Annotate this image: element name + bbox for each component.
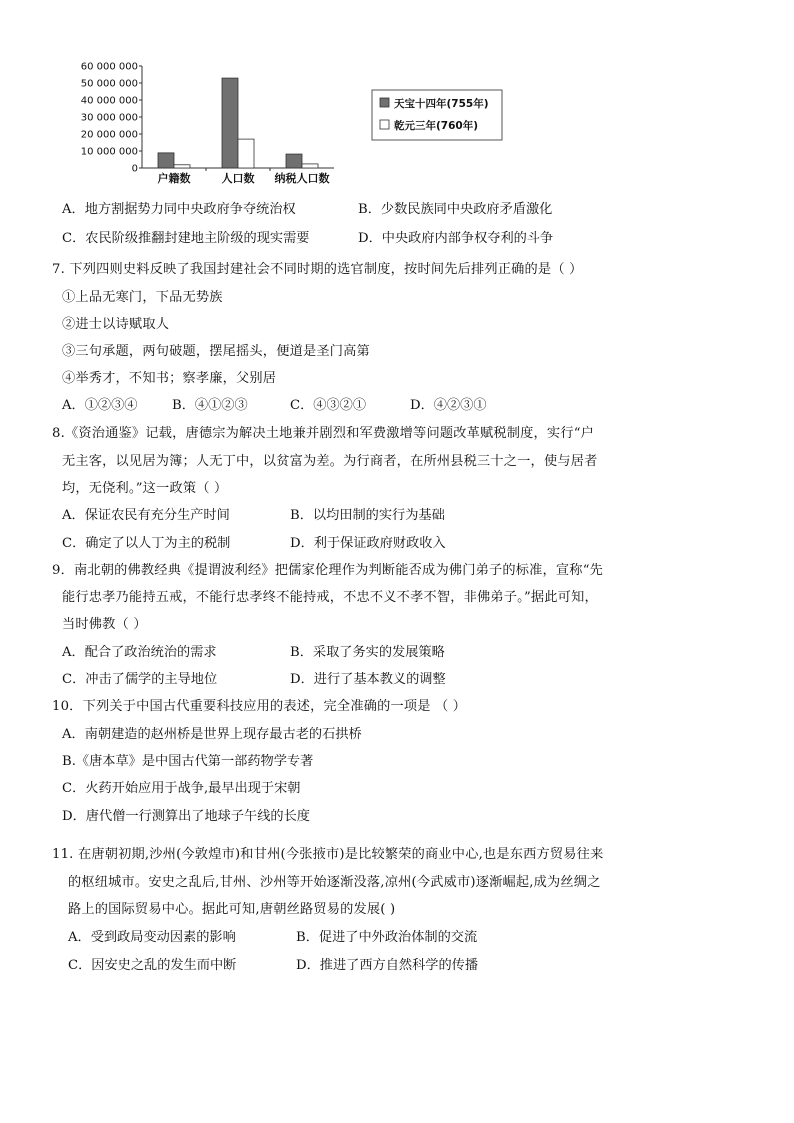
- q9-stem-line-2: 能行忠孝乃能持五戒，不能行忠孝终不能持戒，不忠不义不孝不智，非佛弟子。”据此可知，: [62, 590, 598, 605]
- q11-option-d[interactable]: D．推进了西方自然科学的传播: [296, 958, 479, 973]
- q10-option-d[interactable]: D．唐代僧一行测算出了地球子午线的长度: [62, 809, 310, 824]
- q6-option-b[interactable]: B．少数民族同中央政府矛盾激化: [358, 202, 553, 217]
- q10-stem: 10．下列关于中国古代重要科技应用的表述，完全准确的一项是 （ ）: [52, 699, 467, 714]
- q9-stem-line-1: 9．南北朝的佛教经典《提谓波利经》把儒家伦理作为判断能否成为佛门弟子的标准，宣称“先: [52, 563, 604, 578]
- bar: [158, 153, 174, 168]
- y-tick-label: 30 000 000: [80, 112, 138, 124]
- q9-stem-line-3: 当时佛教（ ）: [62, 617, 147, 632]
- q7-option-a[interactable]: A．①②③④: [62, 398, 138, 413]
- q10-option-b[interactable]: B.《唐本草》是中国古代第一部药物学专著: [62, 754, 314, 769]
- q11-option-b[interactable]: B．促进了中外政治体制的交流: [296, 930, 478, 945]
- y-tick-label: 50 000 000: [80, 78, 138, 90]
- y-tick-label: 10 000 000: [80, 146, 138, 158]
- q7-item-1: ①上品无寒门，下品无势族: [62, 290, 223, 305]
- y-tick-label: 40 000 000: [80, 95, 138, 107]
- bar: [238, 139, 254, 168]
- q8-option-c[interactable]: C．确定了以人丁为主的税制: [62, 536, 231, 551]
- q7-option-b[interactable]: B．④①②③: [172, 398, 248, 413]
- q8-stem-line-2: 无主客，以见居为簿；人无丁中，以贫富为差。为行商者，在所州县税三十之一，使与居者: [62, 454, 598, 469]
- y-tick-label: 60 000 000: [80, 61, 138, 73]
- q11-stem-line-2: 的枢纽城市。安史之乱后,甘州、沙州等开始逐渐没落,凉州(今武威市)逐渐崛起,成为丝绸之: [68, 875, 601, 890]
- q9-option-d[interactable]: D．进行了基本教义的调整: [290, 672, 446, 687]
- q7-item-4: ④举秀才，不知书；察孝廉，父别居: [62, 371, 277, 386]
- legend-label: 天宝十四年(755年): [394, 98, 489, 110]
- q8-stem-line-3: 均，无侥利。”这一政策（ ）: [62, 481, 228, 496]
- legend-swatch: [380, 120, 389, 129]
- q8-option-b[interactable]: B．以均田制的实行为基础: [290, 508, 445, 523]
- q7-option-d[interactable]: D．④②③①: [410, 398, 487, 413]
- q8-stem-line-1: 8.《资治通鉴》记载，唐德宗为解决土地兼并剧烈和军费激增等问题改革赋税制度，实行“户: [52, 426, 595, 441]
- q7-item-2: ②进士以诗赋取人: [62, 317, 170, 332]
- q11-stem-line-1: 11. 在唐朝初期,沙州(今敦煌市)和甘州(今张掖市)是比较繁荣的商业中心,也是东西方贸易往来: [52, 847, 604, 862]
- q6-option-a[interactable]: A．地方割据势力同中央政府争夺统治权: [62, 202, 296, 217]
- x-tick-label: 户籍数: [157, 172, 191, 185]
- q7-option-c[interactable]: C．④③②①: [290, 398, 367, 413]
- q11-stem-line-3: 路上的国际贸易中心。据此可知,唐朝丝路贸易的发展( ): [68, 902, 396, 917]
- x-tick-label: 人口数: [221, 172, 255, 185]
- q9-option-c[interactable]: C．冲击了儒学的主导地位: [62, 672, 218, 687]
- q9-option-a[interactable]: A．配合了政治统治的需求: [62, 645, 217, 660]
- q11-option-a[interactable]: A．受到政局变动因素的影响: [68, 930, 236, 945]
- bar: [286, 154, 302, 168]
- q8-option-a[interactable]: A．保证农民有充分生产时间: [62, 508, 230, 523]
- bar: [174, 165, 190, 168]
- q6-option-c[interactable]: C．农民阶级推翻封建地主阶级的现实需要: [62, 231, 310, 246]
- q7-stem: 7. 下列四则史料反映了我国封建社会不同时期的选官制度，按时间先后排列正确的是（ ）: [52, 262, 583, 277]
- population-bar-chart: [70, 56, 520, 191]
- y-tick-label: 0: [131, 163, 138, 175]
- y-tick-label: 20 000 000: [80, 129, 138, 141]
- q9-option-b[interactable]: B．采取了务实的发展策略: [290, 645, 445, 660]
- q10-option-c[interactable]: C．火药开始应用于战争,最早出现于宋朝: [62, 781, 301, 796]
- q10-option-a[interactable]: A．南朝建造的赵州桥是世界上现存最古老的石拱桥: [62, 727, 362, 742]
- bar: [302, 164, 318, 168]
- bar: [222, 78, 238, 168]
- x-tick-label: 纳税人口数: [274, 172, 330, 185]
- legend-label: 乾元三年(760年): [394, 120, 479, 132]
- q8-option-d[interactable]: D．利于保证政府财政收入: [290, 536, 446, 551]
- q6-option-d[interactable]: D．中央政府内部争权夺利的斗争: [358, 231, 554, 246]
- legend-swatch: [380, 98, 389, 107]
- q11-option-c[interactable]: C．因安史之乱的发生而中断: [68, 958, 237, 973]
- q7-item-3: ③三句承题，两句破题，摆尾摇头，便道是圣门高第: [62, 344, 370, 359]
